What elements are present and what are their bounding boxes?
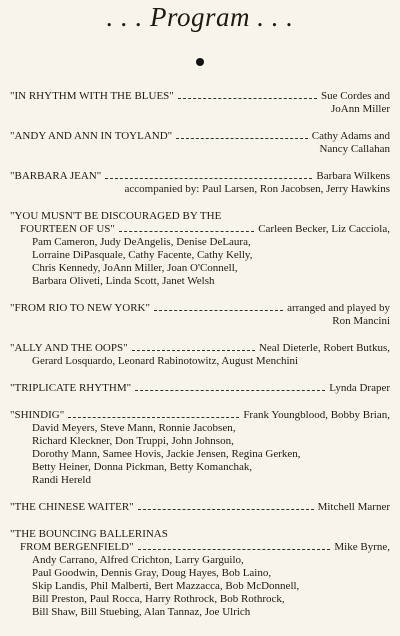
dash-leader — [119, 231, 254, 232]
page-title: . . . Program . . . — [106, 2, 294, 32]
performer-line: Chris Kennedy, JoAnn Miller, Joan O'Connell, — [32, 262, 238, 274]
item-performer: Neal Dieterle, Robert Butkus, — [258, 342, 390, 354]
performer-line: Bill Shaw, Bill Stuebing, Alan Tannaz, Joe Ulrich — [32, 606, 251, 618]
item-title: "THE CHINESE WAITER" — [10, 501, 134, 513]
item-title: "TRIPLICATE RHYTHM" — [10, 382, 132, 394]
dash-leader — [132, 350, 255, 351]
item-performer: arranged and played by — [287, 302, 390, 314]
item-performer: Sue Cordes and — [320, 90, 390, 102]
item-title-line2: FOURTEEN OF US" — [20, 223, 115, 235]
program-item-7 — [10, 382, 390, 395]
item-performer: Mitchell Marner — [317, 501, 390, 513]
item-performer: Cathy Adams and — [311, 130, 390, 142]
performer-line: Randi Hereld — [32, 474, 91, 486]
item-title: "BARBARA JEAN" — [10, 170, 102, 182]
performer-line: Paul Goodwin, Dennis Gray, Doug Hayes, Bob Laino, — [32, 567, 272, 579]
program-item-2 — [10, 130, 390, 156]
item-performer-cont: Nancy Callahan — [319, 143, 390, 155]
dash-leader — [68, 417, 239, 418]
program-list — [10, 90, 390, 633]
performer-line: Lorraine DiPasquale, Cathy Facente, Cathy Kelly, — [32, 249, 253, 261]
performer-line: Betty Heiner, Donna Pickman, Betty Komanchak, — [32, 461, 253, 473]
performer-line: Pam Cameron, Judy DeAngelis, Denise DeLaura, — [32, 236, 251, 248]
item-title: "ALLY AND THE OOPS" — [10, 342, 128, 354]
performer-line: Bill Preston, Paul Rocca, Harry Rothrock, Bob Rothrock, — [32, 593, 285, 605]
program-item-10 — [10, 528, 390, 619]
program-item-9 — [10, 501, 390, 514]
program-item-6 — [10, 342, 390, 368]
performer-line: Richard Kleckner, Don Truppi, John Johnson, — [32, 435, 234, 447]
dash-leader — [176, 138, 308, 139]
item-performer: Frank Youngblood, Bobby Brian, — [243, 409, 390, 421]
program-item-8 — [10, 409, 390, 487]
program-item-1 — [10, 90, 390, 116]
item-title: "FROM RIO TO NEW YORK" — [10, 302, 150, 314]
dash-leader — [154, 310, 283, 311]
performer-line: Skip Landis, Phil Malberti, Bert Mazzacca, Bob McDonnell, — [32, 580, 300, 592]
item-title-line1: "YOU MUSN'T BE DISCOURAGED BY THE — [10, 210, 222, 222]
item-accompanied: accompanied by: Paul Larsen, Ron Jacobsen, Jerry Hawkins — [124, 183, 390, 195]
program-item-5 — [10, 302, 390, 328]
item-title: "SHINDIG" — [10, 409, 65, 421]
item-title-line1: "THE BOUNCING BALLERINAS — [10, 528, 168, 540]
dash-leader — [178, 98, 317, 99]
performer-line: Dorothy Mann, Samee Hovis, Jackie Jensen, Regina Gerken, — [32, 448, 301, 460]
item-title: "IN RHYTHM WITH THE BLUES" — [10, 90, 174, 102]
item-performer: Barbara Wilkens — [316, 170, 390, 182]
performer-line: Gerard Losquardo, Leonard Rabinotowitz, August Menchini — [32, 355, 299, 367]
performer-line: David Meyers, Steve Mann, Ronnie Jacobsen, — [32, 422, 236, 434]
item-title: "ANDY AND ANN IN TOYLAND" — [10, 130, 173, 142]
item-performer-cont: Ron Mancini — [332, 315, 390, 327]
performer-line: Andy Carrano, Alfred Crichton, Larry Garguilo, — [32, 554, 244, 566]
dash-leader — [135, 390, 325, 391]
item-performer: Mike Byrne, — [334, 541, 390, 553]
dash-leader — [105, 178, 312, 179]
performer-line: Barbara Oliveti, Linda Scott, Janet Welsh — [32, 275, 215, 287]
dash-leader — [138, 549, 331, 550]
item-title-line2: FROM BERGENFIELD" — [20, 541, 134, 553]
program-item-3 — [10, 170, 390, 196]
program-item-4 — [10, 210, 390, 288]
item-performer: Lynda Draper — [329, 382, 390, 394]
dot-ornament — [196, 58, 204, 66]
dash-leader — [138, 509, 314, 510]
item-performer: Carleen Becker, Liz Cacciola, — [258, 223, 390, 235]
item-performer-cont: JoAnn Miller — [331, 103, 390, 115]
